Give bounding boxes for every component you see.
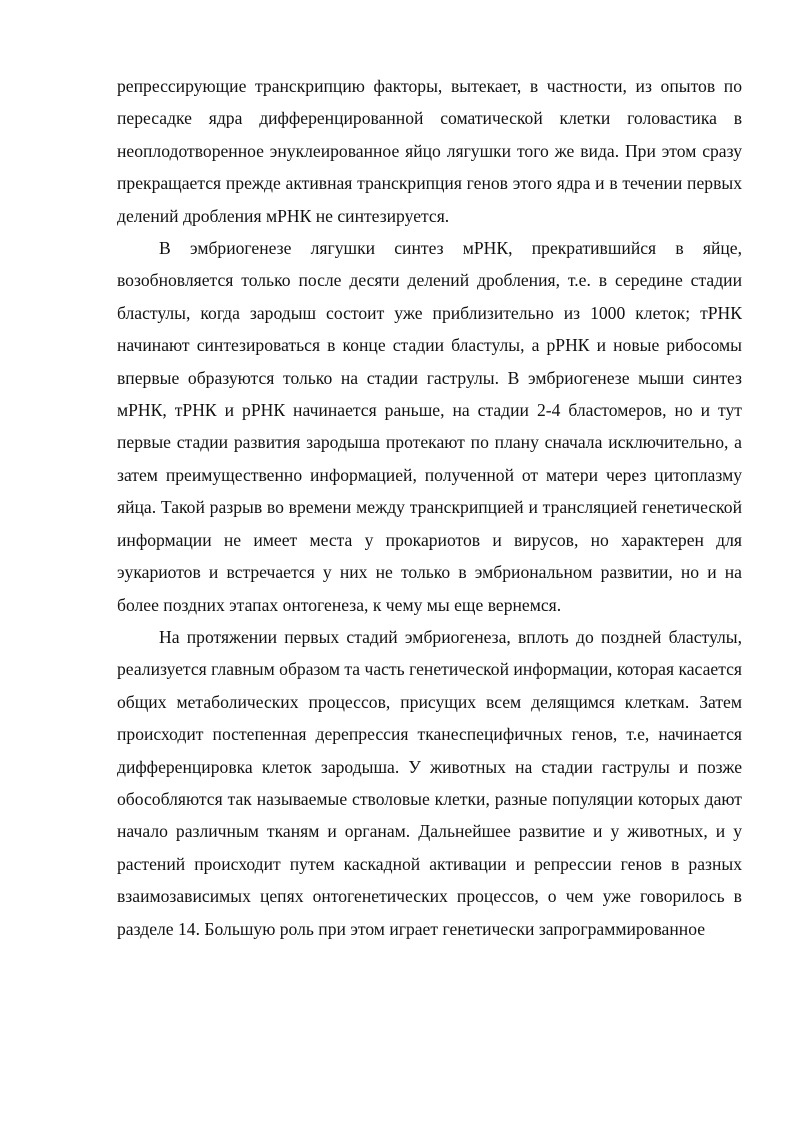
paragraph-continuation: репрессирующие транскрипцию факторы, вытекает, в частности, из опытов по пересадке ядра дифференцированной соматической клетки головастика в неоплодотворенное энуклеированное яйцо лягушки того же вида. При этом сразу прекращается прежде активная транскрипция генов этого ядра и в течении первых делений дробления мРНК не синтезируется. <box>117 76 742 226</box>
body-text <box>117 70 742 945</box>
paragraph-early-stages: На протяжении первых стадий эмбриогенеза, вплоть до поздней бластулы, реализуется главным образом та часть генетической информации, которая касается общих метаболических процессов, присущих всем делящимся клеткам. Затем происходит постепенная дерепрессия тканеспецифичных генов, т.е, начинается дифференцировка клеток зародыша. У животных на стадии гаструлы и позже обособляются так называемые стволовые клетки, разные популяции которых дают начало различным тканям и органам. Дальнейшее развитие и у животных, и у растений происходит путем каскадной активации и репрессии генов в разных взаимозависимых цепях онтогенетических процессов, о чем уже говорилось в разделе 14. Большую роль при этом играет генетически запрограммированное <box>117 626 742 939</box>
paragraph-frog-embryogenesis: В эмбриогенезе лягушки синтез мРНК, прекратившийся в яйце, возобновляется только после десяти делений дробления, т.е. в середине стадии бластулы, когда зародыш состоит уже приблизительно из 1000 клеток; тРНК начинают синтезироваться в конце стадии бластулы, а рРНК и новые рибосомы впервые образуются только на стадии гаструлы. В эмбриогенезе мыши синтез мРНК, тРНК и рРНК начинается раньше, на стадии 2-4 бластомеров, но и тут первые стадии развития зародыша протекают по плану сначала исключительно, а затем преимущественно информацией, полученной от матери через цитоплазму яйца. Такой разрыв во времени между транскрипцией и трансляцией генетической информации не имеет места у прокариотов и вирусов, но характерен для эукариотов и встречается у них не только в эмбриональном развитии, но и на более поздних этапах онтогенеза, к чему мы еще вернемся. <box>117 238 742 615</box>
